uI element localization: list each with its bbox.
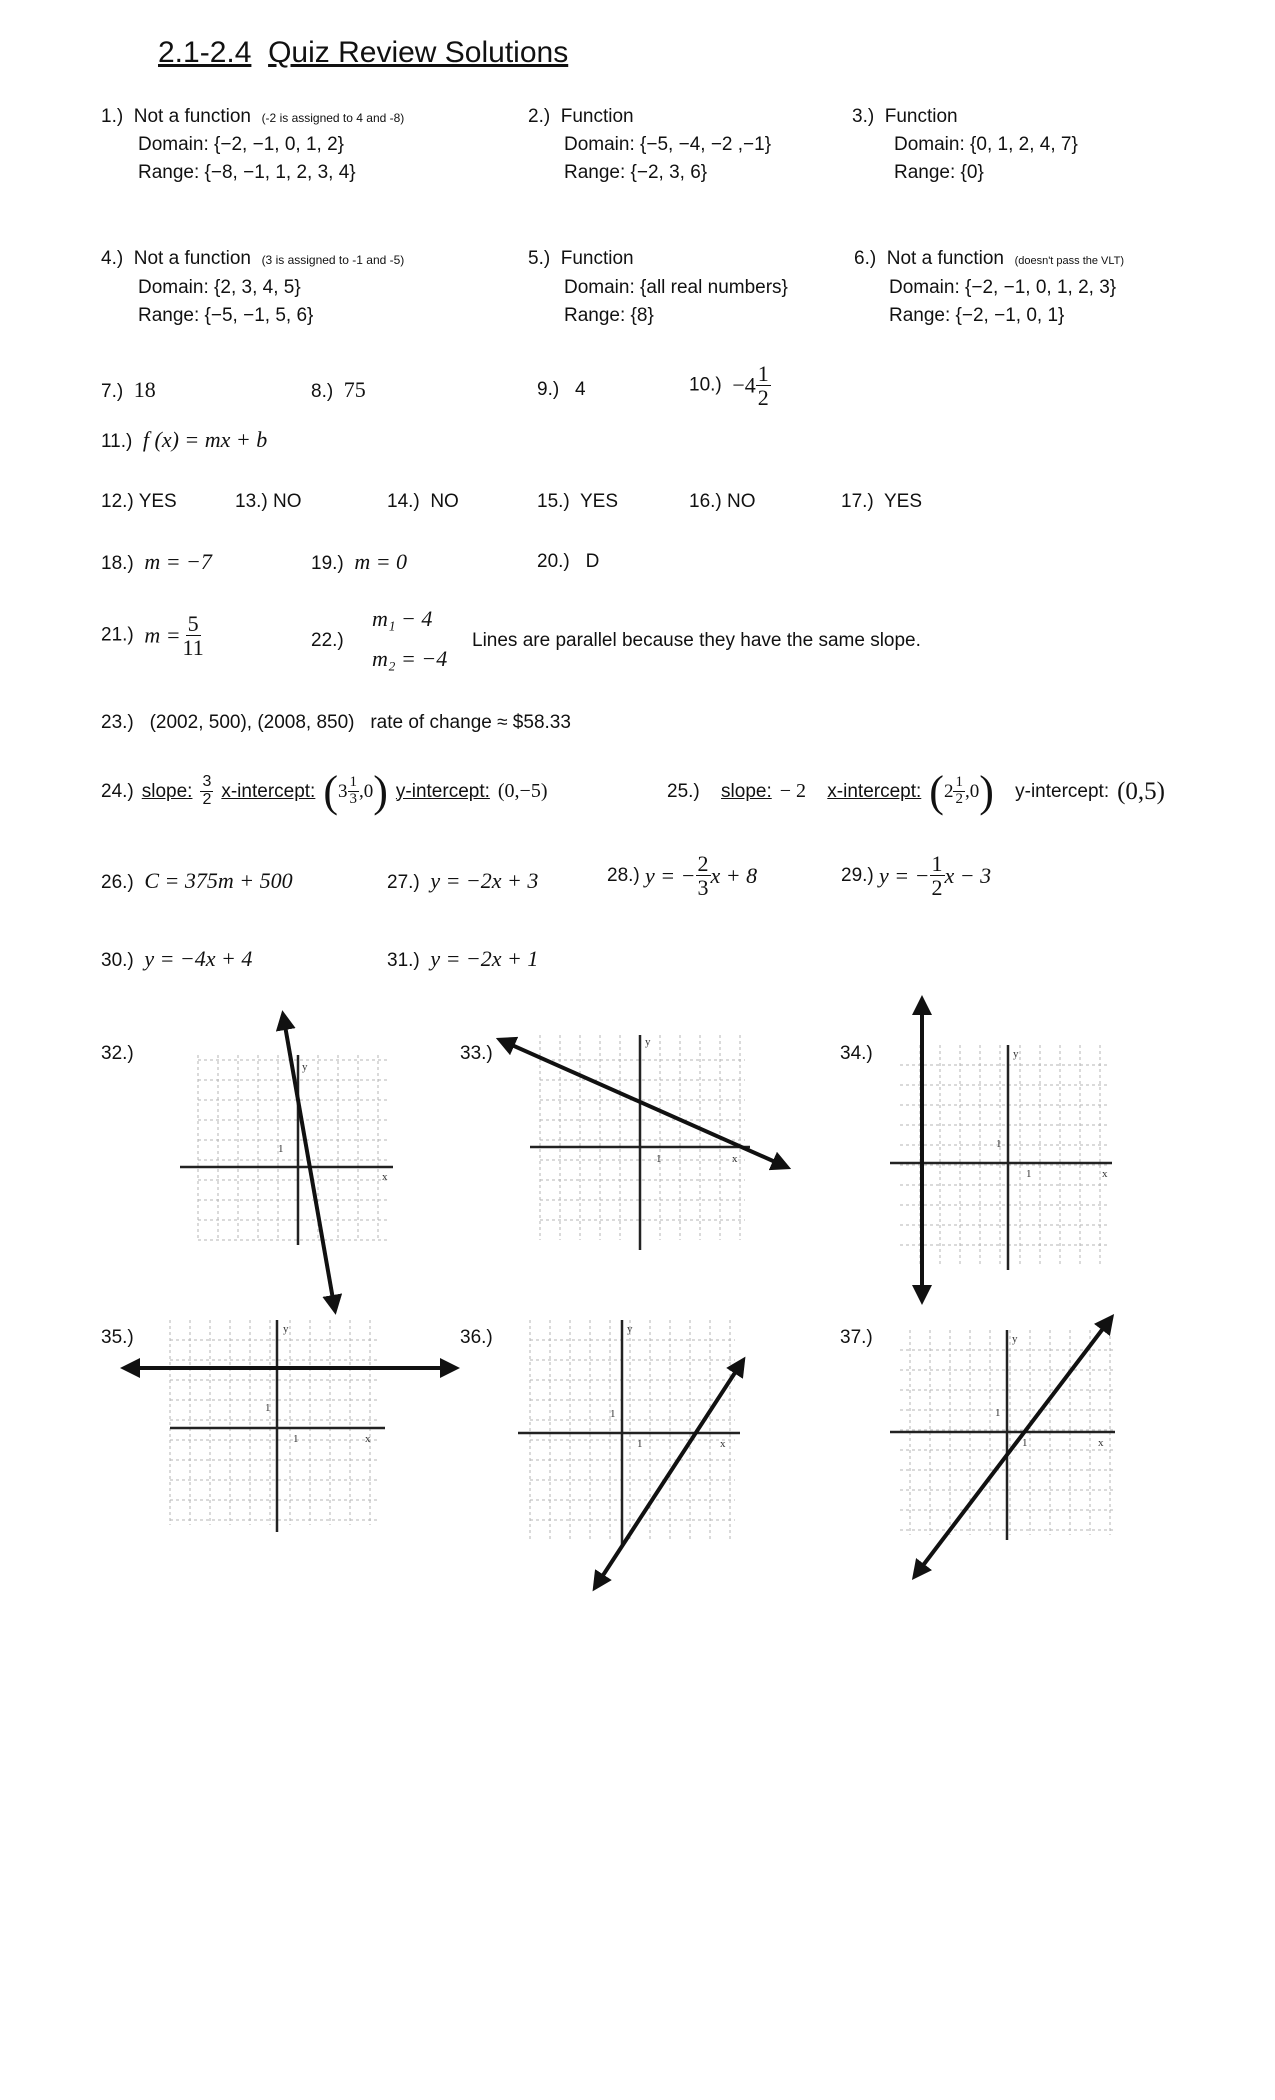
problem-number: 7.): [101, 381, 124, 402]
graph-35: [125, 1310, 465, 1540]
answer-text: 4: [575, 379, 586, 400]
y-intercept-value: (0,5): [1117, 777, 1166, 805]
problem-number: 5.): [528, 248, 551, 269]
problem-18: [101, 549, 212, 575]
problem-number: 11.): [101, 431, 133, 452]
problem-number: 29.): [841, 864, 874, 886]
slope-value: − 2: [779, 780, 807, 802]
axis-label-y: y: [283, 1323, 289, 1335]
problem-6-range: Range: {−2, −1, 0, 1}: [889, 305, 1065, 326]
answer-line: [918, 1322, 1108, 1572]
tick-label-y: 1: [278, 1143, 284, 1155]
problem-number: 8.): [311, 381, 334, 402]
problem-number: 25.): [667, 780, 700, 802]
answer-text: Function: [560, 248, 634, 269]
answer-text: Function: [560, 106, 634, 127]
x-intercept-label: x-intercept:: [827, 780, 922, 802]
problem-13: 13.) NO: [235, 491, 302, 512]
tick-label-x: 1: [293, 1433, 299, 1445]
answer-fraction: $\frac{2}{3}$: [697, 851, 709, 901]
problem-2-domain: Domain: {−5, −4, −2 ,−1}: [564, 134, 772, 155]
problem-27: [387, 868, 538, 894]
title-range: 2.1-2.4: [158, 36, 252, 69]
answer-text: D: [585, 551, 600, 572]
problem-19: [311, 549, 407, 575]
problem-21: [101, 612, 206, 659]
grid: [530, 1320, 735, 1540]
problem-number: 30.): [101, 950, 134, 971]
problem-number: 6.): [854, 248, 877, 269]
y-intercept-value: (0,−5): [497, 780, 548, 802]
answer-line: [598, 1365, 740, 1583]
problem-22-note: Lines are parallel because they have the same slope.: [472, 630, 921, 651]
answer-note: (3 is assigned to -1 and -5): [261, 253, 405, 267]
graph-34-label: 34.): [840, 1043, 873, 1064]
answer-text: y = −2x + 1: [430, 946, 539, 971]
graph-35-label: 35.): [101, 1327, 134, 1348]
x-intercept-value: ( 2 $\frac{1}{2}$ ,0 ): [929, 767, 994, 816]
problem-29: 29.) y = − $\frac{1}{2}$ x − 3: [841, 851, 992, 901]
problem-7: [101, 377, 156, 403]
problem-number: 18.): [101, 553, 134, 574]
answer-text: m = 0: [354, 549, 408, 574]
problem-1: [101, 106, 404, 128]
graph-36: [500, 1305, 760, 1595]
axis-label-x: x: [732, 1153, 738, 1165]
tick-label-y: 1: [265, 1402, 271, 1414]
axis-label-x: x: [1098, 1437, 1104, 1449]
problem-1-range: Range: {−8, −1, 1, 2, 3, 4}: [138, 162, 356, 183]
problem-1-domain: Domain: {−2, −1, 0, 1, 2}: [138, 134, 344, 155]
problem-6-domain: Domain: {−2, −1, 0, 1, 2, 3}: [889, 277, 1117, 298]
answer-note: (doesn't pass the VLT): [1014, 255, 1125, 267]
axis-label-x: x: [1102, 1168, 1108, 1180]
problem-15: 15.) YES: [537, 491, 618, 512]
problem-3-domain: Domain: {0, 1, 2, 4, 7}: [894, 134, 1078, 155]
graph-33: [500, 1020, 810, 1270]
answer-text: (2002, 500), (2008, 850) rate of change ≈ $58.33: [149, 712, 571, 733]
problem-number: 26.): [101, 872, 134, 893]
tick-label-y: 1: [995, 1407, 1001, 1419]
graph-32-label: 32.): [101, 1043, 134, 1064]
problem-number: 24.): [101, 780, 134, 802]
problem-number: 21.): [101, 624, 134, 646]
problem-number: 2.): [528, 106, 551, 127]
axis-label-y: y: [1012, 1333, 1018, 1345]
problem-25: [667, 766, 1165, 817]
problem-14: 14.) NO: [387, 491, 459, 512]
problem-22-m2: m₂ = −4: [372, 646, 448, 671]
axis-label-x: x: [720, 1438, 726, 1450]
answer-fraction: $\frac{5}{11}$: [182, 611, 204, 661]
problem-number: 1.): [101, 106, 124, 127]
tick-label-y: 1: [610, 1408, 616, 1420]
tick-label-y: 1: [996, 1138, 1002, 1150]
problem-16: 16.) NO: [689, 491, 756, 512]
problem-number: 4.): [101, 248, 124, 269]
problem-3-range: Range: {0}: [894, 162, 984, 183]
answer-line: [284, 1020, 334, 1305]
y-intercept-label: y-intercept:: [395, 780, 490, 802]
x-intercept-value: ( 3 $\frac{1}{3}$ ,0 ): [323, 767, 388, 816]
grid: [170, 1320, 380, 1525]
problem-4-domain: Domain: {2, 3, 4, 5}: [138, 277, 301, 298]
x-intercept-label: x-intercept:: [221, 780, 316, 802]
answer-text: C = 375m + 500: [144, 868, 293, 893]
problem-5-domain: Domain: {all real numbers}: [564, 277, 788, 298]
answer-lhs: m =: [144, 622, 181, 648]
axis-label-y: y: [627, 1323, 633, 1335]
problem-4-range: Range: {−5, −1, 5, 6}: [138, 305, 314, 326]
axis-label-x: x: [382, 1171, 388, 1183]
graph-36-label: 36.): [460, 1327, 493, 1348]
answer-text: Not a function: [133, 248, 251, 269]
graph-37: [880, 1300, 1120, 1580]
problem-24: [101, 766, 548, 817]
problem-22-number: 22.): [311, 630, 344, 651]
problem-22-m1: m₁ − 4: [372, 606, 433, 631]
problem-31: [387, 946, 538, 972]
problem-9: [537, 379, 586, 401]
problem-23: [101, 712, 571, 734]
answer-text: 18: [133, 377, 156, 402]
graph-37-label: 37.): [840, 1327, 873, 1348]
tick-label-x: 1: [637, 1438, 643, 1450]
problem-2-range: Range: {−2, 3, 6}: [564, 162, 708, 183]
answer-text: Not a function: [133, 106, 251, 127]
tick-label-x: 1: [1026, 1168, 1032, 1180]
problem-number: 27.): [387, 872, 420, 893]
slope-label: slope:: [721, 780, 772, 802]
problem-number: 23.): [101, 712, 134, 733]
problem-10: [689, 362, 771, 409]
answer-note: (-2 is assigned to 4 and -8): [261, 111, 405, 125]
tick-label-x: 1: [1022, 1437, 1028, 1449]
grid: [900, 1045, 1110, 1265]
problem-4: [101, 248, 404, 270]
problem-number: 3.): [852, 106, 875, 127]
axis-label-y: y: [645, 1036, 651, 1048]
graph-33-label: 33.): [460, 1043, 493, 1064]
problem-number: 28.): [607, 864, 640, 886]
title-text: Quiz Review Solutions: [268, 36, 569, 69]
problem-6: [854, 248, 1124, 270]
answer-text: y = −2x + 3: [430, 868, 539, 893]
problem-17: 17.) YES: [841, 491, 922, 512]
slope-fraction: $\frac{3}{2}$: [202, 773, 212, 808]
answer-fraction: $\frac{1}{2}$: [931, 851, 943, 901]
problem-3: [852, 106, 958, 128]
axis-label-y: y: [1013, 1048, 1019, 1060]
tick-label-x: 1: [656, 1153, 662, 1165]
problem-5-range: Range: {8}: [564, 305, 654, 326]
graph-34: [880, 995, 1120, 1305]
problem-number: 9.): [537, 379, 560, 400]
problem-number: 20.): [537, 551, 570, 572]
answer-whole: −4: [732, 372, 756, 398]
answer-text: Not a function: [886, 248, 1004, 269]
problem-number: 19.): [311, 553, 344, 574]
problem-5: [528, 248, 634, 270]
problem-26: [101, 868, 293, 894]
y-intercept-label: y-intercept:: [1015, 780, 1110, 802]
problem-11: [101, 427, 267, 453]
problem-12: 12.) YES: [101, 491, 177, 512]
page-title: [158, 36, 568, 70]
problem-number: 10.): [689, 374, 722, 396]
problem-number: 31.): [387, 950, 420, 971]
axis-label-y: y: [302, 1061, 308, 1073]
problem-8: [311, 377, 366, 403]
grid: [540, 1035, 745, 1240]
problem-30: [101, 946, 252, 972]
answer-text: 75: [343, 377, 366, 402]
answer-text: f (x) = mx + b: [142, 427, 268, 452]
answer-text: y = −4x + 4: [144, 946, 253, 971]
axis-label-x: x: [365, 1433, 371, 1445]
problem-28: 28.) y = − $\frac{2}{3}$ x + 8: [607, 851, 758, 901]
slope-label: slope:: [141, 780, 193, 802]
answer-text: m = −7: [144, 549, 212, 574]
graph-32: [178, 1000, 398, 1320]
problem-20: [537, 551, 599, 573]
problem-2: [528, 106, 634, 128]
answer-text: Function: [884, 106, 958, 127]
answer-fraction: $\frac{1}{2}$: [757, 361, 769, 411]
